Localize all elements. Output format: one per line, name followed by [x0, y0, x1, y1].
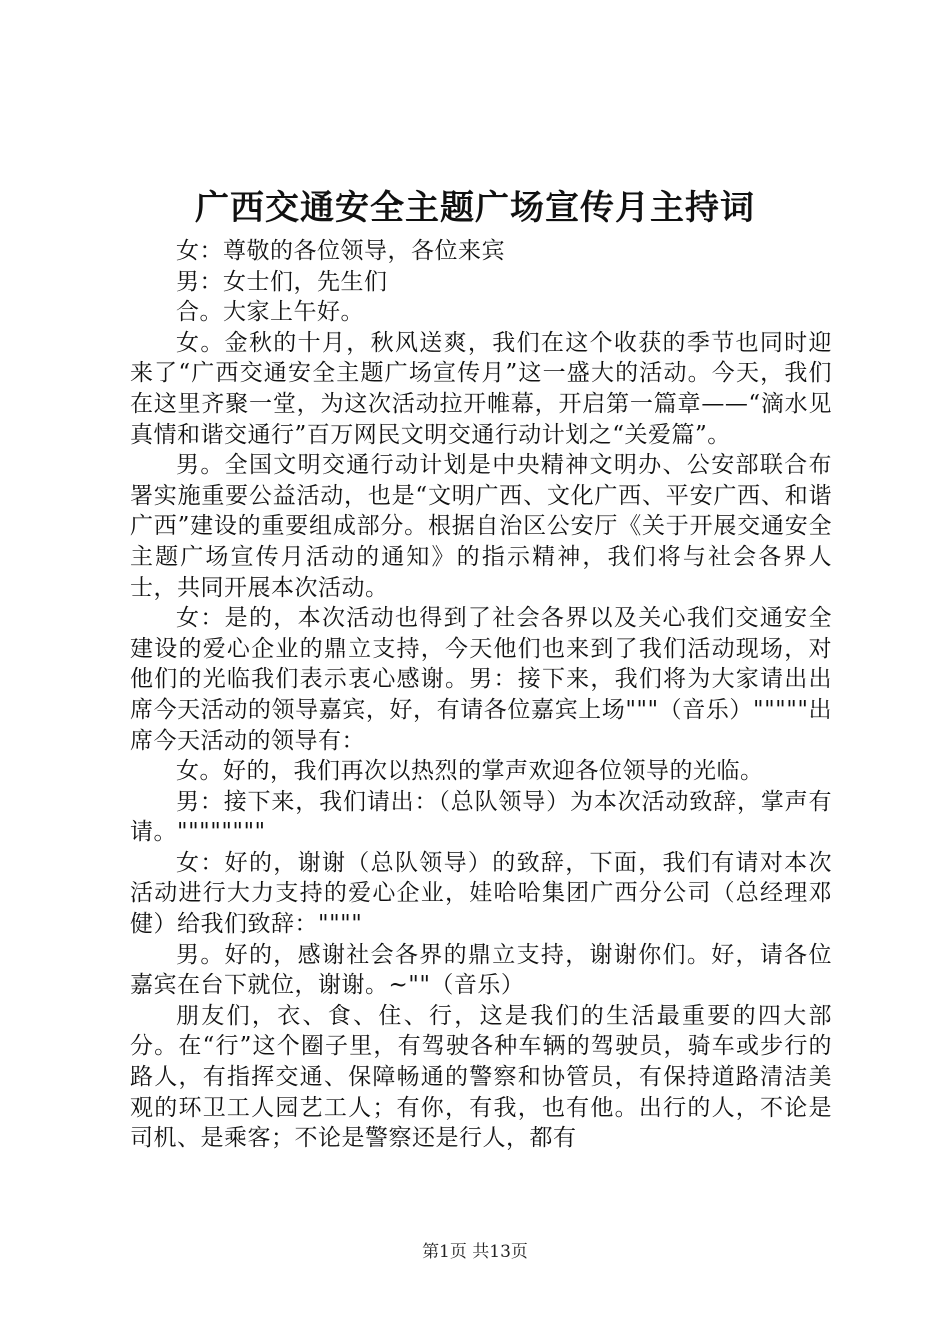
page-number-footer: 第1页 共13页 [422, 1242, 528, 1262]
paragraph: 女：好的，谢谢（总队领导）的致辞，下面，我们有请对本次活动进行大力支持的爱心企业，娃哈哈集团广西分公司（总经理邓健）给我们致辞："""" [130, 849, 832, 938]
paragraph: 合。大家上午好。 [176, 299, 364, 326]
paragraph: 男：女士们，先生们 [176, 268, 388, 295]
paragraph: 朋友们，衣、食、住、行，这是我们的生活最重要的四大部分。在“行”这个圈子里，有驾驶各种车辆的驾驶员，骑车或步行的路人，有指挥交通、保障畅通的警察和协管员，有保持道路清洁美观的环卫工人园艺工人；有你，有我，也有他。出行的人，不论是司机、是乘客；不论是警察还是行人，都有 [130, 1002, 832, 1152]
document-body [130, 236, 832, 1154]
paragraph: 女：尊敬的各位领导，各位来宾 [176, 238, 505, 264]
paragraph: 男。全国文明交通行动计划是中央精神文明办、公安部联合布署实施重要公益活动，也是“文明广西、文化广西、平安广西、和谐广西”建设的重要组成部分。根据自治区公安厅《关于开展交通安全主题广场宣传月活动的通知》的指示精神，我们将与社会各界人士，共同开展本次活动。 [130, 452, 832, 601]
paragraph: 女。金秋的十月，秋风送爽，我们在这个收获的季节也同时迎来了“广西交通安全主题广场宣传月”这一盛大的活动。今天，我们在这里齐聚一堂，为这次活动拉开帷幕，开启第一篇章——“滴水见真情和谐交通行”百万网民文明交通行动计划之“关爱篇”。 [130, 329, 832, 448]
paragraph: 男：接下来，我们请出：（总队领导）为本次活动致辞，掌声有请。"""""""" [130, 788, 832, 846]
paragraph: 女：是的，本次活动也得到了社会各界以及关心我们交通安全建设的爱心企业的鼎立支持，今天他们也来到了我们活动现场，对他们的光临我们表示衷心感谢。男：接下来，我们将为大家请出出席今天活动的领导嘉宾，好，有请各位嘉宾上场"""（音乐）"""""出席今天活动的领导有： [130, 605, 832, 754]
paragraph: 男。好的，感谢社会各界的鼎立支持，谢谢你们。好，请各位嘉宾在台下就位，谢谢。~""（音乐） [130, 941, 832, 999]
paragraph: 女。好的，我们再次以热烈的掌声欢迎各位领导的光临。 [176, 758, 764, 785]
document-title: 广西交通安全主题广场宣传月主持词 [195, 188, 755, 228]
